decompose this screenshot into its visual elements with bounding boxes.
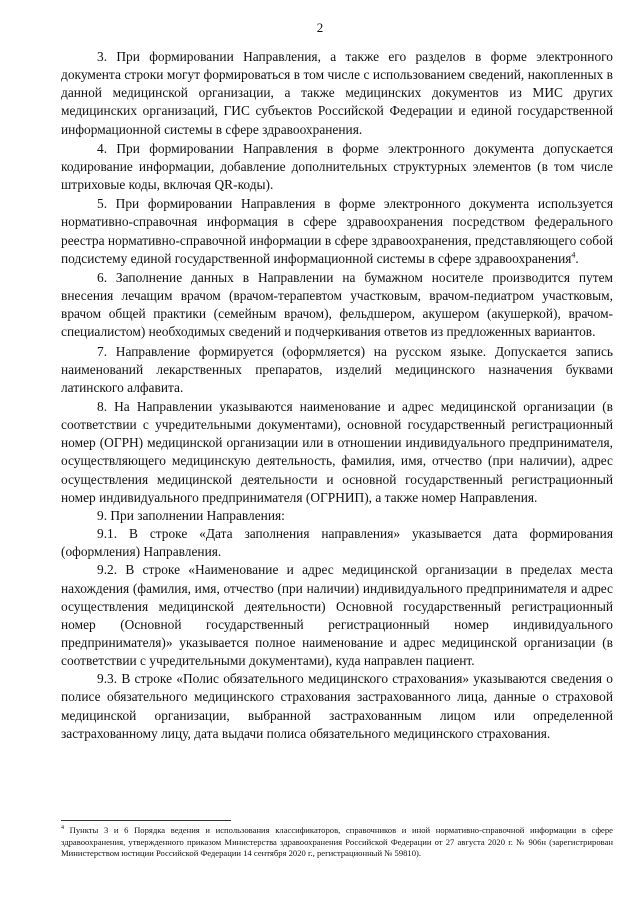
page-number: 2 [316,20,324,35]
footnote-text: Пункты 3 и 6 Порядка ведения и использования классификаторов, справочников и иной нормативно-справочной информации в сфере здравоохранения, утвержденного приказом Министерства здравоохранения Российской Федерации от 27 августа 2020 г. № 906н (зарегистрирован Министерством юстиции Российской Федерации 14 сентября 2020 г., регистрационный № 59810). [61,825,613,859]
paragraph-7: 7. Направление формируется (оформляется) на русском языке. Допускается запись наименований лекарственных препаратов, изделий медицинского назначения буквами латинского алфавита. [61,343,613,395]
paragraph-8: 8. На Направлении указываются наименование и адрес медицинской организации (в соответствии с учредительными документами), основной государственный регистрационный номер (ОГРН) медицинской организации или в отношении индивидуального предпринимателя, осуществляющего медицинскую деятельность, фамилия, имя, отчество (при наличии), адрес осуществления медицинской деятельности и основной государственный регистрационный номер индивидуального предпринимателя (ОГРНИП), а также номер Направления. [61,398,613,505]
paragraph-5 [61,195,613,268]
paragraph-9-2: 9.2. В строке «Наименование и адрес медицинской организации в пределах места нахождения (фамилия, имя, отчество (при наличии) индивидуального предпринимателя и адрес осуществления медицинской деятельности) Основной государственный регистрационный номер (Основной государственный регистрационный номер индивидуального предпринимателя)» указывается полное наименование и адрес медицинской организации (в соответствии с учредительными документами), куда направлен пациент. [61,562,613,669]
paragraph-6: 6. Заполнение данных в Направлении на бумажном носителе производится путем внесения лечащим врачом (врачом-терапевтом участковым, врачом-педиатром участковым, врачом общей практики (семейным врачом), фельдшером, акушером (акушеркой), врачом-специалистом) необходимых сведений и подчеркивания ответов из предложенных вариантов. [61,269,613,340]
paragraph-5-end: . [575,250,579,266]
footnote-reference: 4 [571,250,576,260]
paragraph-9: 9. При заполнении Направления: [97,507,285,523]
paragraph-9-1: 9.1. В строке «Дата заполнения направления» указывается дата формирования (оформления) Направления. [61,526,613,560]
document-body [61,48,613,743]
paragraph-5-text: 5. При формировании Направления в форме электронного документа используется нормативно-справочная информация в сфере здравоохранения посредством федерального реестра нормативно-справочной информации в сфере здравоохранения, представляющего собой подсистему единой государственной информационной системы в сфере здравоохранения [61,196,613,266]
footnote-mark: 4 [61,825,64,832]
paragraph-4: 4. При формировании Направления в форме электронного документа допускается кодирование информации, добавление дополнительных структурных элементов (в том числе штриховые коды, включая QR-коды). [61,140,613,193]
footnote-divider [61,820,231,821]
paragraph-9-3: 9.3. В строке «Полис обязательного медицинского страхования» указываются сведения о полисе обязательного медицинского страхования застрахованного лица, данные о страховой медицинской организации, выбранной застрахованным лицом или определенной застрахованному лицу, дата выдачи полиса обязательного медицинского страхования. [61,671,613,741]
paragraph-3: 3. При формировании Направления, а также его разделов в форме электронного документа строки могут формироваться в том числе с использованием сведений, накопленных в данной медицинской организации, а также медицинских документов из МИС других медицинских организаций, ГИС субъектов Российской Федерации и единой государственной информационной системы в сфере здравоохранения. [61,49,613,137]
footnote [61,825,613,860]
